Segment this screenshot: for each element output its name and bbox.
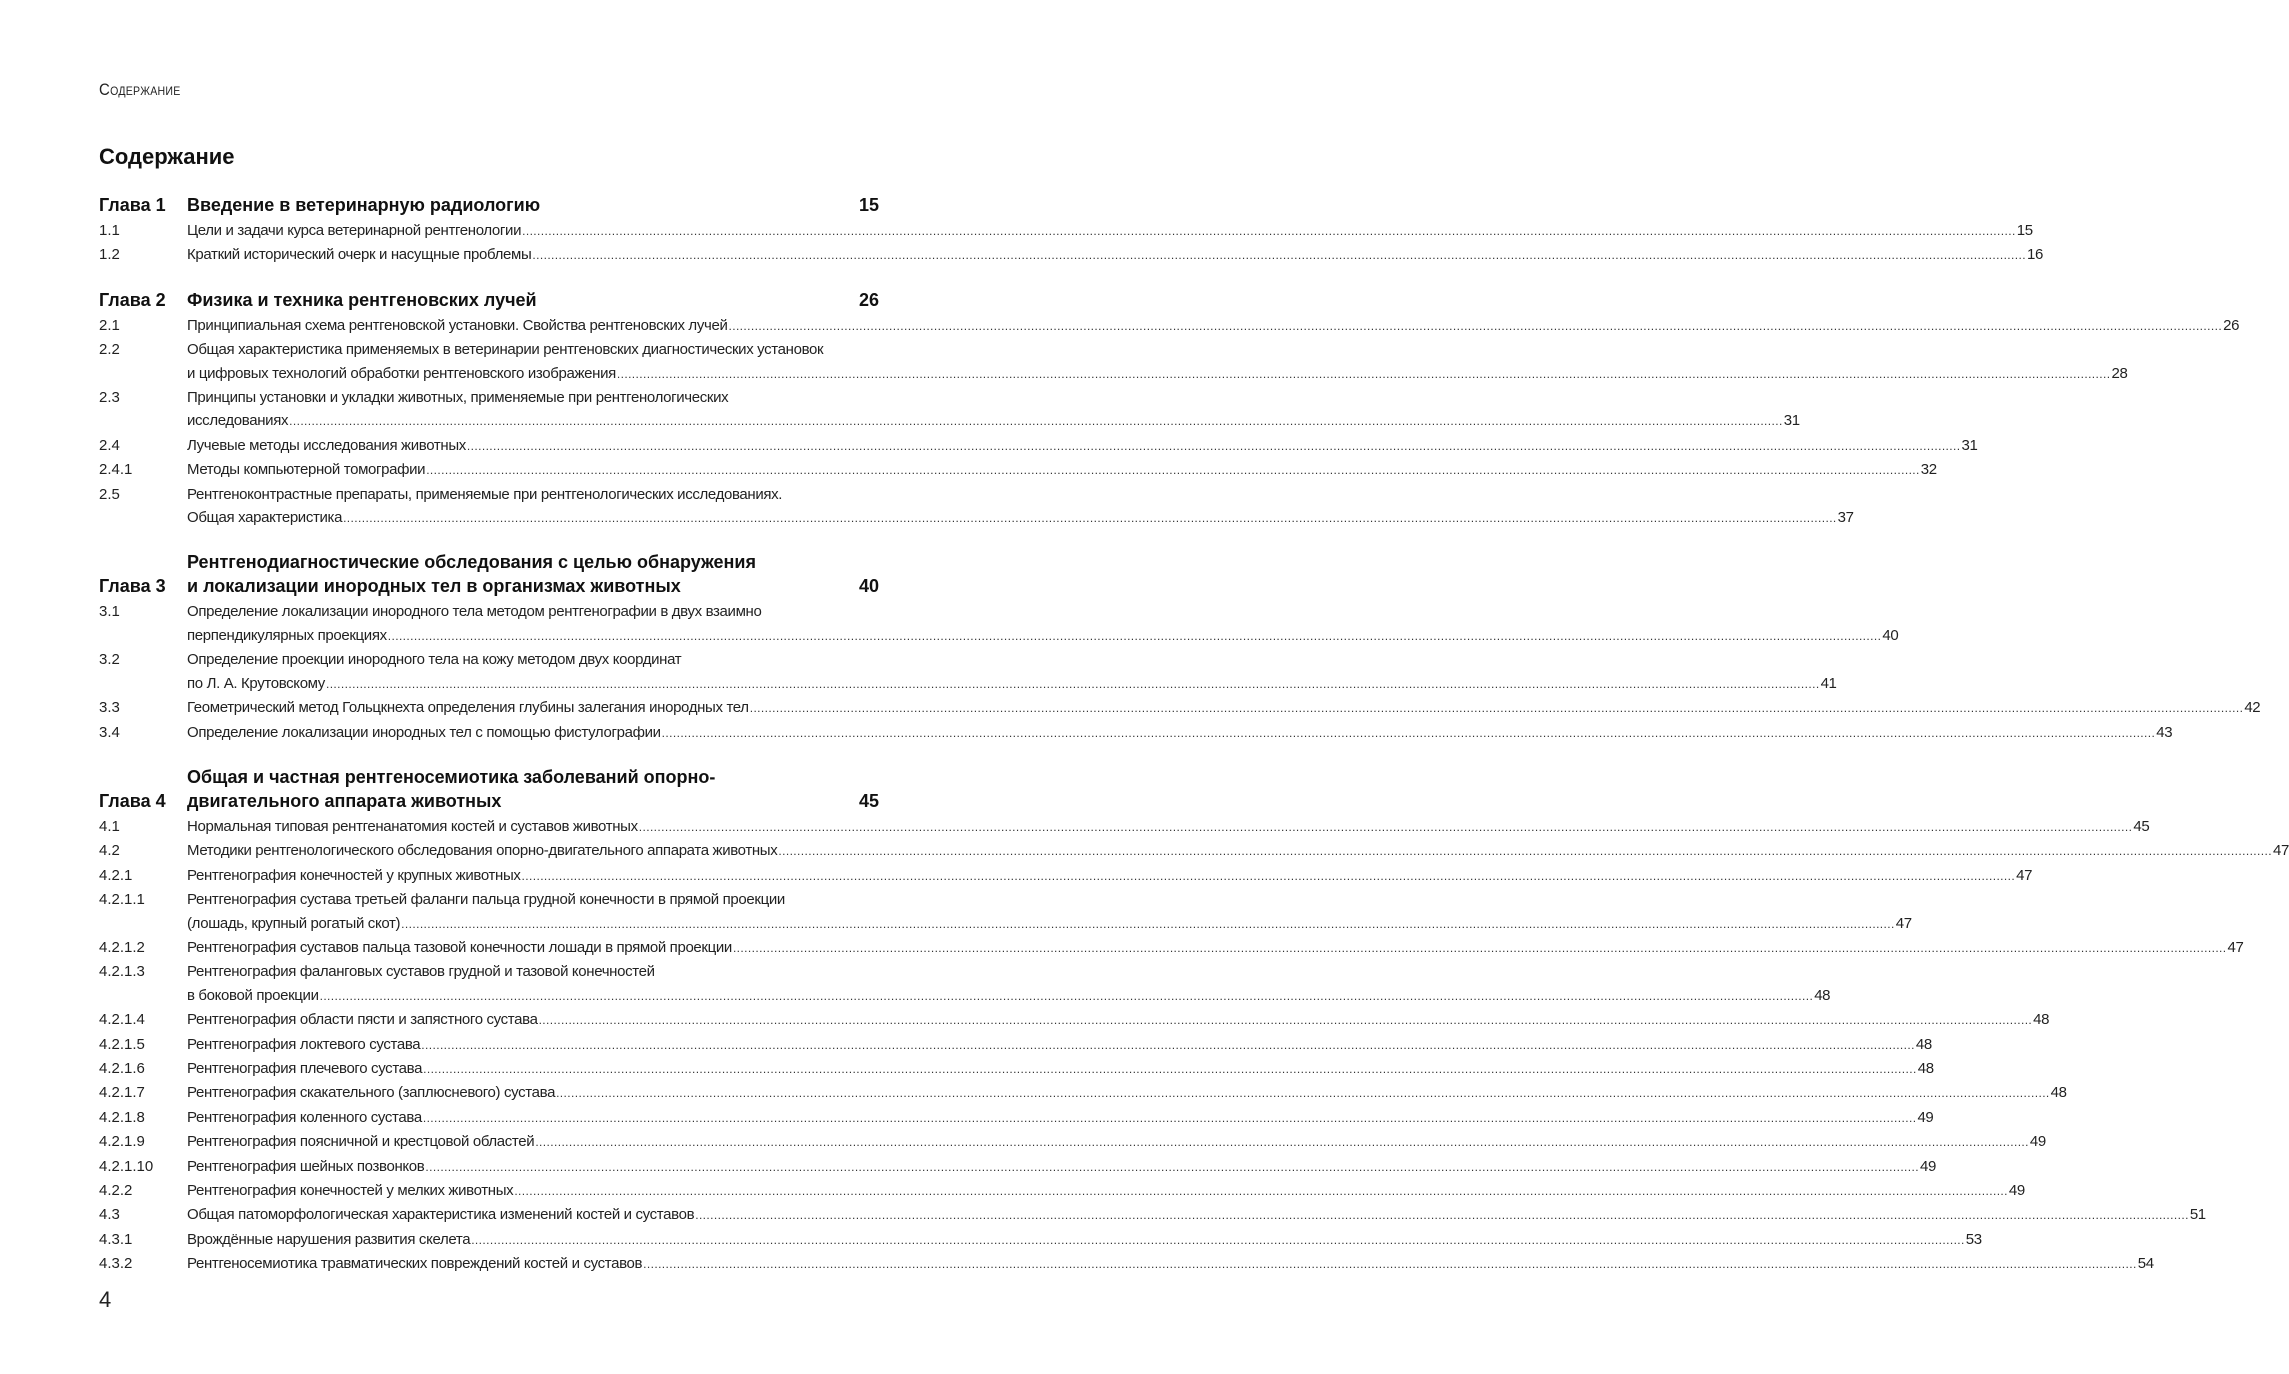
entry-page-number: 31: [1783, 412, 1800, 430]
entry-leader-line: [187, 1033, 1932, 1057]
page-number: 4: [99, 1287, 112, 1312]
dot-leader: ................................................................................................................................................................................................................................................................................................................................................................................................................: [521, 868, 2016, 883]
toc-entry[interactable]: [99, 960, 1831, 1008]
entry-title-line: Рентгенография фаланговых суставов грудной и тазовой конечностей: [187, 963, 655, 981]
entry-leader-line: [187, 815, 2150, 839]
entry-page-number: 49: [1917, 1108, 1934, 1126]
entry-body: [187, 1228, 1982, 1252]
entry-page-number: 42: [2244, 699, 2261, 717]
entry-number: 2.4: [99, 436, 120, 454]
chapter-page-number: 26: [858, 289, 879, 310]
dot-leader: ................................................................................................................................................................................................................................................................................................................................................................................................................: [466, 438, 1961, 453]
entry-body: [187, 1081, 2067, 1105]
entry-leader-line: [187, 721, 2173, 745]
entry-body: [187, 839, 2289, 863]
entry-page-number: 47: [2272, 842, 2289, 860]
entry-leader-line: [187, 219, 2033, 243]
chapter-label: Глава 4: [99, 790, 166, 811]
toc-entry[interactable]: [99, 648, 1837, 696]
entry-number: 4.2.1.5: [99, 1035, 145, 1053]
entry-leader-line: [187, 1081, 2067, 1105]
dot-leader: ................................................................................................................................................................................................................................................................................................................................................................................................................: [532, 248, 2026, 263]
entry-title-line: по Л. А. Крутовскому: [187, 674, 325, 692]
entry-number: 3.3: [99, 699, 120, 717]
entry-leader-line: [187, 1179, 2025, 1203]
entry-page-number: 48: [1917, 1059, 1934, 1077]
entry-body: [187, 1033, 1932, 1057]
entry-page-number: 51: [2189, 1206, 2206, 1224]
chapter-section: [99, 288, 2240, 531]
toc-entry[interactable]: [99, 1179, 2025, 1203]
toc-entry[interactable]: [99, 1155, 1936, 1179]
chapter-page-number: 45: [858, 790, 879, 811]
table-of-contents: [99, 193, 2289, 1277]
dot-leader: ................................................................................................................................................................................................................................................................................................................................................................................................................: [343, 511, 1837, 526]
toc-entry[interactable]: [99, 721, 2173, 745]
entry-body: [187, 243, 2043, 267]
entry-leader-line: [187, 506, 1854, 530]
dot-leader: ................................................................................................................................................................................................................................................................................................................................................................................................................: [661, 725, 2156, 740]
entry-leader-line: [187, 839, 2289, 863]
dot-leader: ................................................................................................................................................................................................................................................................................................................................................................................................................: [616, 366, 2111, 381]
entry-body: [187, 648, 1837, 696]
toc-entry[interactable]: [99, 1203, 2206, 1227]
entry-title-line: Врождённые нарушения развития скелета: [187, 1230, 471, 1248]
toc-entry[interactable]: [99, 815, 2150, 839]
entry-number: 4.2: [99, 842, 120, 860]
chapter-title: [187, 288, 839, 312]
entry-body: [187, 1252, 2154, 1276]
dot-leader: ................................................................................................................................................................................................................................................................................................................................................................................................................: [422, 1110, 1917, 1125]
entry-title-line: Цели и задачи курса ветеринарной рентгенологии: [187, 222, 522, 239]
entry-leader-line: [187, 362, 2128, 386]
chapter-heading[interactable]: [99, 765, 879, 813]
chapter-title: [187, 765, 839, 813]
entry-title-line: Рентгенография конечностей у мелких животных: [187, 1182, 514, 1199]
entry-title-line: Рентгенография шейных позвонков: [187, 1157, 425, 1175]
entry-leader-line: [187, 458, 1937, 482]
entry-number: 4.2.1.2: [99, 938, 145, 956]
dot-leader: ................................................................................................................................................................................................................................................................................................................................................................................................................: [556, 1086, 2050, 1101]
entry-body: [187, 1008, 2050, 1032]
entry-body: [187, 1130, 2046, 1154]
dot-leader: ................................................................................................................................................................................................................................................................................................................................................................................................................: [732, 940, 2227, 955]
entry-title-line: Принципиальная схема рентгеновской установки. Свойства рентгеновских лучей: [187, 316, 728, 334]
chapter-title-line: двигательного аппарата животных: [187, 790, 502, 811]
entry-body: [187, 960, 1831, 1008]
entry-title-line: Определение локализации инородных тел с помощью фистулографии: [187, 723, 661, 741]
dot-leader: ................................................................................................................................................................................................................................................................................................................................................................................................................: [514, 1184, 2008, 1198]
chapter-label: Глава 3: [99, 576, 166, 597]
entry-number: 4.2.1.3: [99, 963, 145, 981]
toc-entry[interactable]: [99, 696, 2261, 720]
entry-page-number: 48: [1814, 986, 1831, 1004]
entry-title-line: Рентгенография области пясти и запястного сустава: [187, 1011, 538, 1029]
toc-entry[interactable]: [99, 1130, 2046, 1154]
entry-page-number: 53: [1965, 1230, 1982, 1248]
dot-leader: ................................................................................................................................................................................................................................................................................................................................................................................................................: [387, 628, 1882, 643]
dot-leader: ................................................................................................................................................................................................................................................................................................................................................................................................................: [325, 676, 1820, 691]
toc-entry[interactable]: [99, 1081, 2067, 1105]
dot-leader: ................................................................................................................................................................................................................................................................................................................................................................................................................: [471, 1232, 1965, 1247]
chapter-title-line: Рентгенодиагностические обследования с целью обнаружения: [187, 552, 756, 573]
toc-entry[interactable]: [99, 839, 2289, 863]
entry-title-line: Определение локализации инородного тела методом рентгенографии в двух взаимно: [187, 603, 762, 621]
dot-leader: ................................................................................................................................................................................................................................................................................................................................................................................................................: [728, 318, 2223, 333]
entry-leader-line: [187, 1252, 2154, 1276]
entry-title-line: Общая характеристика: [187, 509, 343, 527]
entry-body: [187, 314, 2240, 338]
running-head: Содержание: [99, 80, 181, 99]
entry-page-number: 28: [2111, 364, 2128, 382]
entry-page-number: 31: [1961, 436, 1978, 454]
entry-leader-line: [187, 1106, 1934, 1130]
entry-title-line: Методы компьютерной томографии: [187, 461, 426, 479]
toc-entry[interactable]: [99, 338, 2128, 386]
entry-leader-line: [187, 696, 2261, 720]
chapter-title: [187, 550, 839, 598]
entry-leader-line: [187, 1203, 2206, 1227]
entry-page-number: 37: [1837, 509, 1854, 527]
entry-leader-line: [187, 912, 1912, 936]
entry-page-number: 40: [1882, 626, 1899, 644]
entry-title-line: Краткий исторический очерк и насущные проблемы: [187, 246, 532, 264]
entry-title-line: Рентгенография плечевого сустава: [187, 1059, 423, 1077]
toc-entry[interactable]: [99, 219, 2033, 243]
dot-leader: ................................................................................................................................................................................................................................................................................................................................................................................................................: [289, 414, 1783, 429]
entry-title-line: Рентгенография конечностей у крупных животных: [187, 866, 521, 884]
entry-title-line: Геометрический метод Гольцкнехта определения глубины залегания инородных тел: [187, 699, 749, 717]
chapter-title-line: Физика и техника рентгеновских лучей: [187, 289, 537, 310]
entry-number: 3.4: [99, 723, 120, 741]
chapter-heading[interactable]: [99, 288, 879, 312]
toc-entry[interactable]: [99, 936, 2244, 960]
entry-page-number: 43: [2156, 723, 2173, 741]
dot-leader: ................................................................................................................................................................................................................................................................................................................................................................................................................: [401, 916, 1895, 931]
entry-leader-line: [187, 984, 1831, 1008]
entry-body: [187, 1057, 1934, 1081]
entry-body: [187, 434, 1978, 458]
entry-title-line: Лучевые методы исследования животных: [187, 436, 466, 454]
entry-leader-line: [187, 624, 1899, 648]
entry-number: 2.2: [99, 341, 120, 359]
entry-title-line: Рентгенография локтевого сустава: [187, 1035, 421, 1053]
entry-title-line: исследованиях: [187, 412, 289, 430]
entry-number: 4.2.2: [99, 1182, 133, 1199]
entry-title-line: Рентгенография коленного сустава: [187, 1108, 422, 1126]
entry-leader-line: [187, 1057, 1934, 1081]
entry-number: 4.2.1: [99, 866, 133, 884]
entry-title-line: Рентгенография суставов пальца тазовой конечности лошади в прямой проекции: [187, 938, 732, 956]
entry-leader-line: [187, 672, 1837, 696]
entry-leader-line: [187, 1008, 2050, 1032]
entry-number: 4.3: [99, 1206, 120, 1224]
entry-page-number: 26: [2223, 316, 2240, 334]
entry-body: [187, 936, 2244, 960]
toc-entry[interactable]: [99, 458, 1937, 482]
entry-leader-line: [187, 864, 2033, 888]
entry-title-line: и цифровых технологий обработки рентгеновского изображения: [187, 364, 616, 382]
entry-number: 1.2: [99, 246, 120, 264]
chapter-title-line: Введение в ветеринарную радиологию: [187, 195, 541, 215]
entry-body: [187, 696, 2261, 720]
entry-page-number: 16: [2026, 246, 2043, 264]
dot-leader: ................................................................................................................................................................................................................................................................................................................................................................................................................: [423, 1061, 1917, 1076]
entry-body: [187, 600, 1899, 648]
chapter-label: Глава 2: [99, 289, 166, 310]
dot-leader: ................................................................................................................................................................................................................................................................................................................................................................................................................: [749, 701, 2244, 716]
entry-title-line: Общая характеристика применяемых в ветеринарии рентгеновских диагностических установок: [187, 341, 824, 359]
entry-body: [187, 386, 1800, 434]
chapter-title-line: Общая и частная рентгеносемиотика заболеваний опорно-: [187, 766, 716, 787]
toc-entry[interactable]: [99, 864, 2033, 888]
dot-leader: ................................................................................................................................................................................................................................................................................................................................................................................................................: [535, 1135, 2029, 1150]
entry-page-number: 15: [2016, 222, 2033, 239]
dot-leader: ................................................................................................................................................................................................................................................................................................................................................................................................................: [425, 1159, 1919, 1174]
entry-title-line: Рентгеносемиотика травматических повреждений костей и суставов: [187, 1255, 643, 1273]
dot-leader: ................................................................................................................................................................................................................................................................................................................................................................................................................: [643, 1257, 2137, 1272]
entry-leader-line: [187, 243, 2043, 267]
entry-title-line: Определение проекции инородного тела на кожу методом двух координат: [187, 651, 682, 669]
entry-number: 4.3.2: [99, 1255, 133, 1273]
entry-page-number: 49: [2029, 1133, 2046, 1151]
entry-leader-line: [187, 314, 2240, 338]
entry-number: 4.2.1.4: [99, 1011, 145, 1029]
chapter-title: [187, 193, 839, 217]
chapter-title-line: и локализации инородных тел в организмах животных: [187, 576, 681, 597]
entry-leader-line: [187, 434, 1978, 458]
toc-entry[interactable]: [99, 1252, 2154, 1276]
entry-number: 2.3: [99, 389, 120, 407]
dot-leader: ................................................................................................................................................................................................................................................................................................................................................................................................................: [522, 224, 2016, 238]
toc-entry[interactable]: [99, 314, 2240, 338]
entry-number: 4.1: [99, 817, 120, 835]
entry-leader-line: [187, 1155, 1936, 1179]
entry-number: 2.1: [99, 316, 120, 334]
entry-page-number: 48: [1915, 1035, 1932, 1053]
entry-body: [187, 458, 1937, 482]
entry-title-line: Рентгенография поясничной и крестцовой областей: [187, 1133, 535, 1151]
entry-number: 2.5: [99, 485, 120, 503]
entry-number: 4.2.1.8: [99, 1108, 145, 1126]
entry-leader-line: [187, 1228, 1982, 1252]
entry-number: 4.2.1.9: [99, 1133, 145, 1151]
entry-title-line: Нормальная типовая рентгенанатомия костей и суставов животных: [187, 817, 638, 835]
toc-entry[interactable]: [99, 1033, 1932, 1057]
chapter-section: [99, 550, 2261, 744]
toc-entry[interactable]: [99, 1228, 1982, 1252]
chapter-section: [99, 193, 2043, 268]
entry-page-number: 47: [1895, 914, 1912, 932]
entry-body: [187, 1203, 2206, 1227]
toc-entry[interactable]: [99, 434, 1978, 458]
dot-leader: ................................................................................................................................................................................................................................................................................................................................................................................................................: [695, 1208, 2189, 1223]
entry-number: 4.2.1.7: [99, 1084, 145, 1102]
dot-leader: ................................................................................................................................................................................................................................................................................................................................................................................................................: [778, 844, 2272, 859]
chapter-section: [99, 765, 2289, 1277]
dot-leader: ................................................................................................................................................................................................................................................................................................................................................................................................................: [421, 1037, 1915, 1052]
entry-page-number: 49: [1920, 1157, 1936, 1175]
entry-number: 3.2: [99, 651, 120, 669]
entry-title-line: Рентгенография скакательного (заплюсневого) сустава: [187, 1084, 556, 1102]
entry-title-line: Методики рентгенологического обследования опорно-двигательного аппарата животных: [187, 842, 778, 860]
entry-title-line: перпендикулярных проекциях: [187, 626, 387, 644]
toc-entry[interactable]: [99, 888, 1912, 936]
entry-body: [187, 483, 1854, 531]
entry-number: 4.2.1.10: [99, 1157, 154, 1175]
entry-number: 4.3.1: [99, 1230, 133, 1248]
entry-page-number: 47: [2016, 866, 2033, 884]
entry-number: 3.1: [99, 603, 120, 621]
chapter-heading[interactable]: [99, 193, 879, 217]
entry-number: 4.2.1.1: [99, 891, 145, 909]
entry-page-number: 41: [1820, 674, 1837, 692]
entry-number: 2.4.1: [99, 461, 133, 479]
entry-body: [187, 864, 2033, 888]
toc-entry[interactable]: [99, 1057, 1934, 1081]
entry-leader-line: [187, 1130, 2046, 1154]
entry-body: [187, 888, 1912, 936]
entry-body: [187, 815, 2150, 839]
entry-title-line: в боковой проекции: [187, 986, 319, 1004]
entry-page-number: 45: [2133, 817, 2150, 835]
entry-title-line: Рентгенография сустава третьей фаланги пальца грудной конечности в прямой проекции: [187, 891, 785, 909]
entry-title-line: Общая патоморфологическая характеристика изменений костей и суставов: [187, 1206, 695, 1224]
entry-page-number: 48: [2050, 1084, 2067, 1102]
dot-leader: ................................................................................................................................................................................................................................................................................................................................................................................................................: [426, 463, 1920, 478]
toc-entry[interactable]: [99, 483, 1854, 531]
entry-title-line: (лошадь, крупный рогатый скот): [187, 914, 401, 932]
entry-title-line: Принципы установки и укладки животных, применяемые при рентгенологических: [187, 389, 729, 407]
entry-leader-line: [187, 936, 2244, 960]
chapter-page-number: 15: [858, 195, 879, 215]
toc-entry[interactable]: [99, 243, 2043, 267]
toc-entry[interactable]: [99, 600, 1899, 648]
entry-title-line: Рентгеноконтрастные препараты, применяемые при рентгенологических исследованиях.: [187, 485, 783, 503]
entry-body: [187, 219, 2033, 243]
dot-leader: ................................................................................................................................................................................................................................................................................................................................................................................................................: [319, 988, 1814, 1003]
chapter-label: Глава 1: [99, 195, 166, 215]
toc-entry[interactable]: [99, 1106, 1934, 1130]
entry-number: 4.2.1.6: [99, 1059, 145, 1077]
dot-leader: ................................................................................................................................................................................................................................................................................................................................................................................................................: [638, 819, 2133, 834]
chapter-heading[interactable]: [99, 550, 879, 598]
toc-entry[interactable]: [99, 1008, 2050, 1032]
entry-page-number: 48: [2033, 1011, 2050, 1029]
entry-body: [187, 1155, 1936, 1179]
page-title: Содержание: [99, 144, 235, 169]
chapter-page-number: 40: [858, 576, 879, 597]
entry-body: [187, 1179, 2025, 1203]
entry-body: [187, 1106, 1934, 1130]
entry-number: 1.1: [99, 222, 120, 239]
entry-body: [187, 721, 2173, 745]
entry-page-number: 49: [2008, 1182, 2025, 1199]
entry-leader-line: [187, 409, 1800, 433]
dot-leader: ................................................................................................................................................................................................................................................................................................................................................................................................................: [538, 1013, 2033, 1028]
entry-page-number: 54: [2137, 1255, 2154, 1273]
entry-body: [187, 338, 2128, 386]
entry-page-number: 47: [2227, 938, 2244, 956]
entry-page-number: 32: [1920, 461, 1937, 479]
toc-entry[interactable]: [99, 386, 1800, 434]
